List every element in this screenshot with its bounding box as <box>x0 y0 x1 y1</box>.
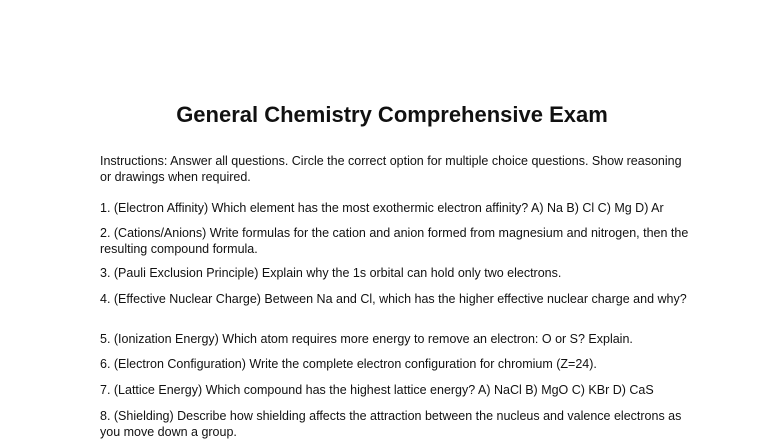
question-1: 1. (Electron Affinity) Which element has the most exothermic electron affinity? A) Na B) Cl C) Mg D) Ar <box>100 201 664 215</box>
question-2: 2. (Cations/Anions) Write formulas for the cation and anion formed from magnesium and nitrogen, then the resulting compound formula. <box>100 226 689 256</box>
question-3: 3. (Pauli Exclusion Principle) Explain why the 1s orbital can hold only two electrons. <box>100 266 562 280</box>
question-4: 4. (Effective Nuclear Charge) Between Na and Cl, which has the higher effective nuclear charge and why? <box>100 292 687 306</box>
question-5: 5. (Ionization Energy) Which atom requires more energy to remove an electron: O or S? Explain. <box>100 332 633 346</box>
exam-title: General Chemistry Comprehensive Exam <box>176 102 608 127</box>
question-7: 7. (Lattice Energy) Which compound has the highest lattice energy? A) NaCl B) MgO C) KBr D) CaS <box>100 383 654 397</box>
question-6: 6. (Electron Configuration) Write the complete electron configuration for chromium (Z=24). <box>100 357 597 371</box>
question-8: 8. (Shielding) Describe how shielding affects the attraction between the nucleus and valence electrons as you move down a group. <box>100 409 682 439</box>
exam-instructions: Instructions: Answer all questions. Circle the correct option for multiple choice questions. Show reasoning or drawings when required. <box>100 154 682 184</box>
